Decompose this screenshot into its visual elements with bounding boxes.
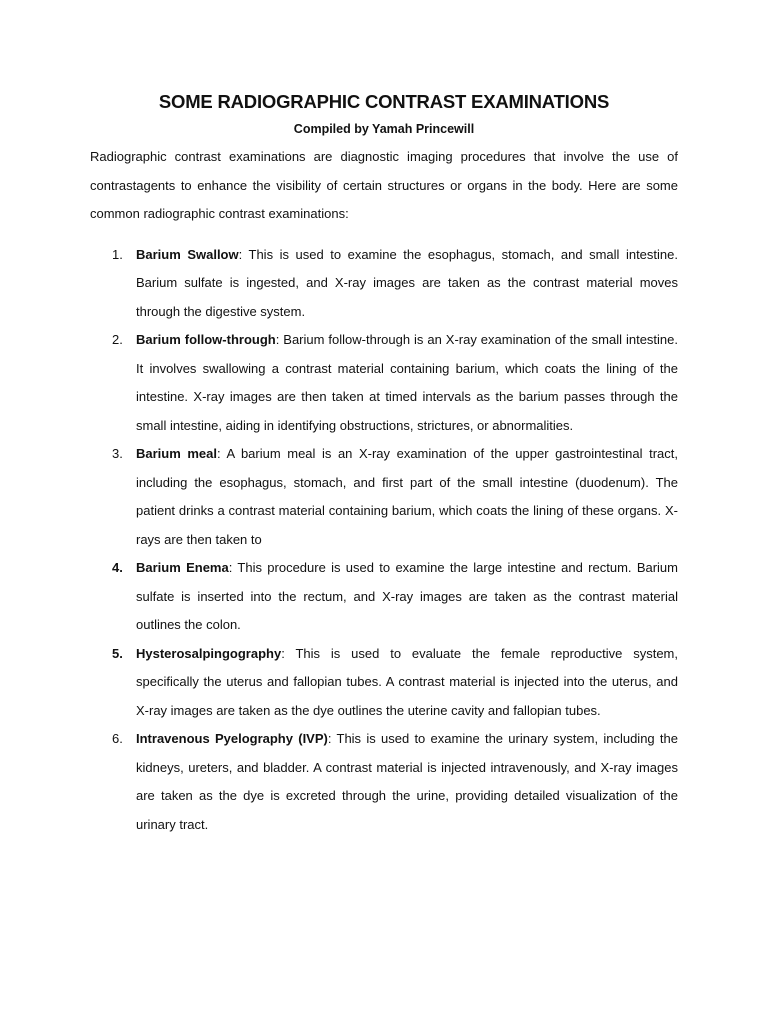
list-item — [90, 326, 678, 440]
item-text: : Barium follow-through is an X-ray examination of the small intestine. It involves swallowing a contrast material containing barium, which coats the lining of the intestine. X-ray images are then taken at timed intervals as the barium passes through the small intestine, aiding in identifying obstructions, strictures, or abnormalities. — [136, 332, 678, 433]
item-text: : This procedure is used to examine the large intestine and rectum. Barium sulfate is inserted into the rectum, and X-ray images are taken as the contrast material outlines the colon. — [136, 560, 678, 632]
document-author: Compiled by Yamah Princewill — [293, 122, 475, 136]
examination-list — [90, 241, 678, 840]
document-page — [90, 88, 678, 839]
list-item — [90, 554, 678, 640]
item-term: Barium meal — [136, 446, 217, 461]
document-title: SOME RADIOGRAPHIC CONTRAST EXAMINATIONS — [158, 91, 610, 112]
item-number: 4. — [112, 560, 123, 575]
intro-paragraph: Radiographic contrast examinations are diagnostic imaging procedures that involve the use of contrastagents to enhance the visibility of certain structures or organs in the body. Here are some common radiographic contrast examinations: — [90, 149, 678, 221]
item-number: 2. — [112, 332, 123, 347]
item-term: Barium Swallow — [136, 246, 239, 262]
item-term: Intravenous Pyelography (IVP) — [136, 731, 328, 746]
item-text: : This is used to evaluate the female reproductive system, specifically the uterus and fallopian tubes. A contrast material is injected into the uterus, and X-ray images are taken as the dye outlines the uterine cavity and fallopian tubes. — [136, 645, 678, 718]
item-term: Barium Enema — [136, 560, 229, 575]
list-item — [90, 241, 678, 327]
item-term: Hysterosalpingography — [136, 645, 282, 661]
item-number: 1. — [112, 246, 123, 262]
item-number: 6. — [112, 731, 123, 746]
item-term: Barium follow-through — [136, 332, 276, 347]
item-text: : This is used to examine the esophagus, stomach, and small intestine. Barium sulfate is ingested, and X-ray images are taken as the contrast material moves through the digestive system. — [136, 246, 678, 319]
list-item — [90, 440, 678, 554]
list-item — [90, 640, 678, 726]
list-item — [90, 725, 678, 839]
item-text: : A barium meal is an X-ray examination of the upper gastrointestinal tract, including the esophagus, stomach, and first part of the small intestine (duodenum). The patient drinks a contrast material containing barium, which coats the lining of these organs. X-rays are then taken to — [136, 446, 678, 547]
item-number: 3. — [112, 446, 123, 461]
item-number: 5. — [112, 645, 123, 661]
item-text: : This is used to examine the urinary system, including the kidneys, ureters, and bladder. A contrast material is injected intravenously, and X-ray images are taken as the dye is excreted through the urine, providing detailed visualization of the urinary tract. — [136, 731, 678, 832]
